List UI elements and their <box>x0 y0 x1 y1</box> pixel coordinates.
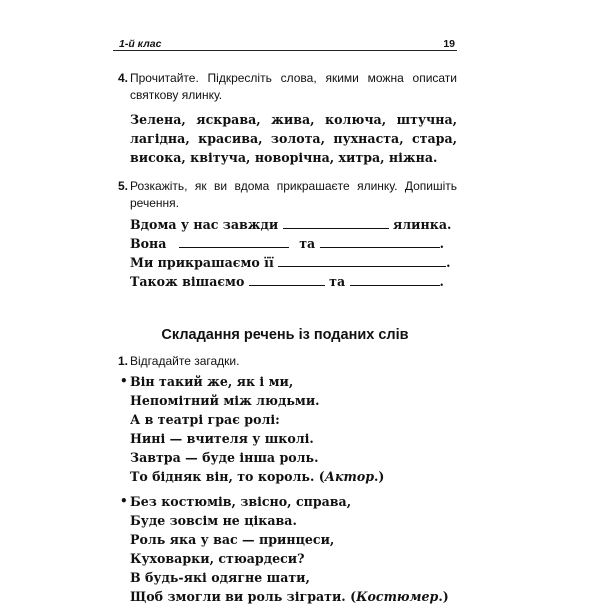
riddle-line <box>130 587 457 606</box>
answer-blank[interactable] <box>350 284 440 286</box>
bullet-icon: • <box>120 494 128 508</box>
task-instruction: Розкажіть, як ви вдома прикрашаєте ялинку. Допишіть речення. <box>130 179 457 210</box>
riddle-answer <box>319 469 385 484</box>
sentence-text: Вона <box>130 236 167 251</box>
running-head <box>113 36 457 51</box>
riddle-line: В будь-які одягне шати, <box>130 570 310 585</box>
riddle-line: Він такий же, як і ми, <box>130 374 294 389</box>
grade-label: 1-й клас <box>119 38 162 50</box>
sentence-text: ялинка. <box>392 217 452 232</box>
sentence-text: Ми прикрашаємо її <box>130 255 274 270</box>
task-5 <box>113 178 457 291</box>
answer-word: Актор <box>324 469 375 484</box>
sentence-text: та <box>299 236 316 251</box>
riddle-line: Куховарки, стюардеси? <box>130 551 305 566</box>
answer-paren: .) <box>438 589 449 604</box>
task-1 <box>113 353 457 370</box>
riddle-2 <box>113 492 457 606</box>
sentence-line <box>130 215 457 234</box>
bullet-icon: • <box>120 374 128 388</box>
answer-paren: ( <box>350 589 357 604</box>
word-list: Зелена, яскрава, жива, колюча, штучна, лагідна, красива, золота, пухнаста, стара, висока, квітуча, новорічна, хитра, ніжна. <box>130 112 457 165</box>
section-title: Складання речень із поданих слів <box>161 327 409 343</box>
sentence-line <box>130 272 457 291</box>
riddle-line: Буде зовсім не цікава. <box>130 513 297 528</box>
riddle-line: Непомітний між людьми. <box>130 393 320 408</box>
sentence-text: Також вішаємо <box>130 274 245 289</box>
task-instruction: Відгадайте загадки. <box>130 354 240 368</box>
task-number: 1. <box>118 354 129 368</box>
sentence-line <box>130 234 457 253</box>
sentence-text: Вдома у нас завжди <box>130 217 279 232</box>
fill-in-sentences <box>130 215 457 291</box>
answer-blank[interactable] <box>320 246 440 248</box>
sentence-line <box>130 253 457 272</box>
textbook-page <box>113 36 457 606</box>
task-4 <box>113 70 457 167</box>
sentence-text: . <box>439 236 444 251</box>
riddle-1 <box>113 372 457 486</box>
riddle-line: Роль яка у вас — принцеси, <box>130 532 335 547</box>
riddle-line-text: Щоб змогли ви роль зіграти. <box>130 589 346 604</box>
answer-paren: .) <box>374 469 385 484</box>
answer-blank[interactable] <box>283 227 389 229</box>
task-instruction: Прочитайте. Підкресліть слова, якими можна описати святкову ялинку. <box>130 71 457 102</box>
answer-blank[interactable] <box>278 265 446 267</box>
riddle-line: А в театрі грає ролі: <box>130 412 280 427</box>
riddle-line <box>130 467 457 486</box>
sentence-text: . <box>446 255 451 270</box>
page-number: 19 <box>443 38 455 50</box>
riddle-line: Без костюмів, звісно, справа, <box>130 494 352 509</box>
riddle-answer <box>350 589 449 604</box>
sentence-text: . <box>439 274 444 289</box>
answer-word: Костюмер <box>356 589 439 604</box>
task-number: 5. <box>118 179 129 193</box>
riddle-line-text: То бідняк він, то король. <box>130 469 315 484</box>
answer-paren: ( <box>318 469 325 484</box>
answer-blank[interactable] <box>179 246 289 248</box>
riddle-line: Завтра — буде інша роль. <box>130 450 319 465</box>
riddle-line: Нині — вчителя у школі. <box>130 431 314 446</box>
answer-blank[interactable] <box>249 284 325 286</box>
sentence-text: та <box>329 274 346 289</box>
task-number: 4. <box>118 71 129 85</box>
